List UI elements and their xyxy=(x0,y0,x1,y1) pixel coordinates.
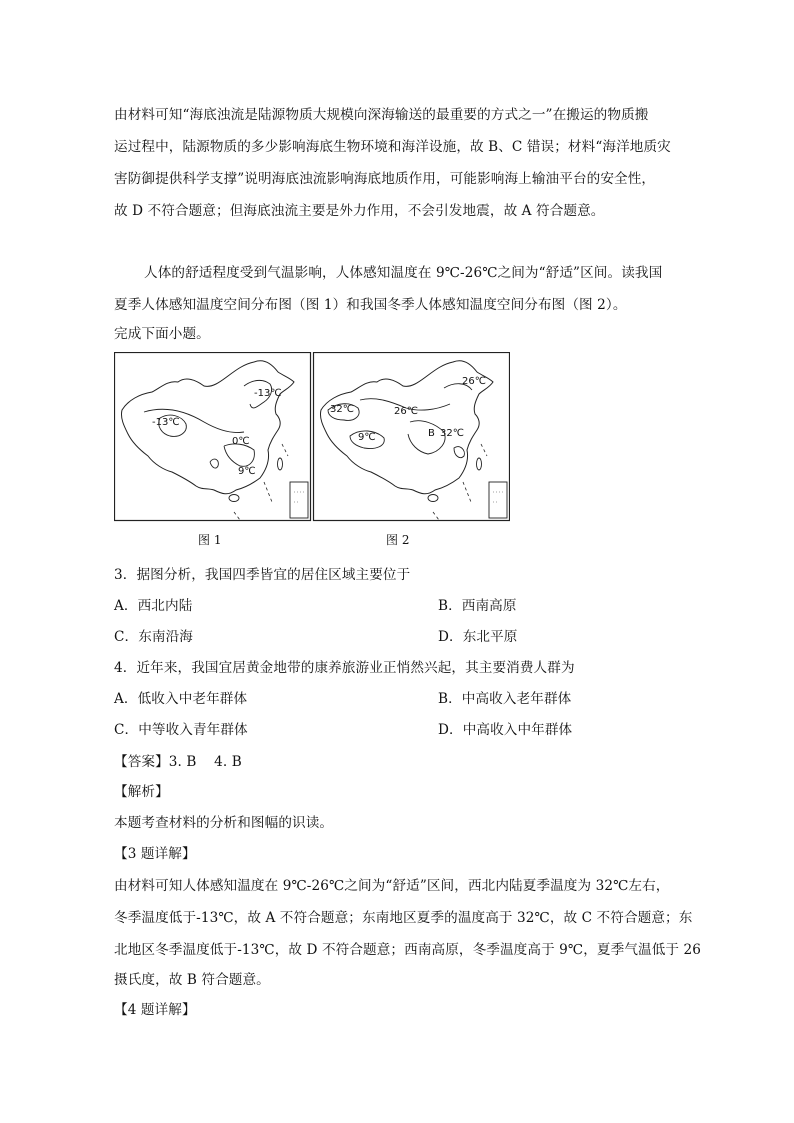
option-b[interactable]: B．中高收入老年群体 xyxy=(438,691,572,707)
map2-label: 26℃ xyxy=(462,376,486,387)
map1-label: 0℃ xyxy=(232,436,250,447)
option-a[interactable]: A．西北内陆 xyxy=(114,598,193,614)
detail3-line: 摄氏度，故 B 符合题意。 xyxy=(114,972,270,988)
detail4-heading: 【4 题详解】 xyxy=(114,1002,196,1018)
temperature-maps-figure xyxy=(114,352,510,522)
question-stem: 4．近年来，我国宜居黄金地带的康养旅游业正悄然兴起，其主要消费人群为 xyxy=(114,660,575,676)
option-d[interactable]: D．中高收入中年群体 xyxy=(438,722,573,738)
analysis-heading: 【解析】 xyxy=(114,784,169,800)
map2-caption: 图 2 xyxy=(386,533,410,547)
map2-label: 32℃ xyxy=(330,404,354,415)
map1-label: -13℃ xyxy=(254,388,282,399)
paragraph-line: 故 D 不符合题意；但海底浊流主要是外力作用，不会引发地震，故 A 符合题意。 xyxy=(114,203,605,219)
map2-label: 32℃ xyxy=(440,428,464,439)
option-a[interactable]: A．低收入中老年群体 xyxy=(114,691,248,707)
detail3-line: 北地区冬季温度低于-13℃，故 D 不符合题意；西南高原，冬季温度高于 9℃，夏季气温低于 26 xyxy=(114,942,702,958)
map1-label: -13℃ xyxy=(152,417,180,428)
intro-line: 完成下面小题。 xyxy=(114,326,210,342)
map1-frame xyxy=(115,353,311,521)
intro-line: 人体的舒适程度受到气温影响，人体感知温度在 9℃-26℃之间为“舒适”区间。读我国 xyxy=(144,265,663,281)
map2-label: B xyxy=(428,428,435,439)
map2-inset xyxy=(489,482,507,518)
detail3-line: 冬季温度低于-13℃，故 A 不符合题意；东南地区夏季的温度高于 32℃，故 C 不符合题意；东 xyxy=(114,910,693,926)
map2-label: 26℃ xyxy=(394,406,418,417)
answer-line: 【答案】3. B 4. B xyxy=(114,754,242,770)
option-d[interactable]: D．东北平原 xyxy=(438,629,518,645)
map2-label: 9℃ xyxy=(358,432,376,443)
map1-label: 9℃ xyxy=(238,466,256,477)
detail3-heading: 【3 题详解】 xyxy=(114,846,196,862)
option-c[interactable]: C．中等收入青年群体 xyxy=(114,722,248,738)
intro-line: 夏季人体感知温度空间分布图（图 1）和我国冬季人体感知温度空间分布图（图 2）。 xyxy=(114,297,627,313)
paragraph-line: 运过程中，陆源物质的多少影响海底生物环境和海洋设施，故 B、C 错误；材料“海洋地质灾 xyxy=(114,139,671,155)
map1-caption: 图 1 xyxy=(198,533,222,547)
paragraph-line: 害防御提供科学支撑”说明海底浊流影响海底地质作用，可能影响海上输油平台的安全性， xyxy=(114,171,656,187)
option-b[interactable]: B．西南高原 xyxy=(438,598,517,614)
detail3-line: 由材料可知人体感知温度在 9℃-26℃之间为“舒适”区间，西北内陆夏季温度为 32℃左右， xyxy=(114,878,670,894)
question-stem: 3．据图分析，我国四季皆宜的居住区域主要位于 xyxy=(114,567,411,583)
maps-svg xyxy=(114,352,510,522)
option-c[interactable]: C．东南沿海 xyxy=(114,629,193,645)
paragraph-line: 由材料可知“海底浊流是陆源物质大规模向深海输送的最重要的方式之一”在搬运的物质搬 xyxy=(114,107,649,123)
map1-inset xyxy=(290,482,308,518)
analysis-text: 本题考查材料的分析和图幅的识读。 xyxy=(114,815,334,831)
